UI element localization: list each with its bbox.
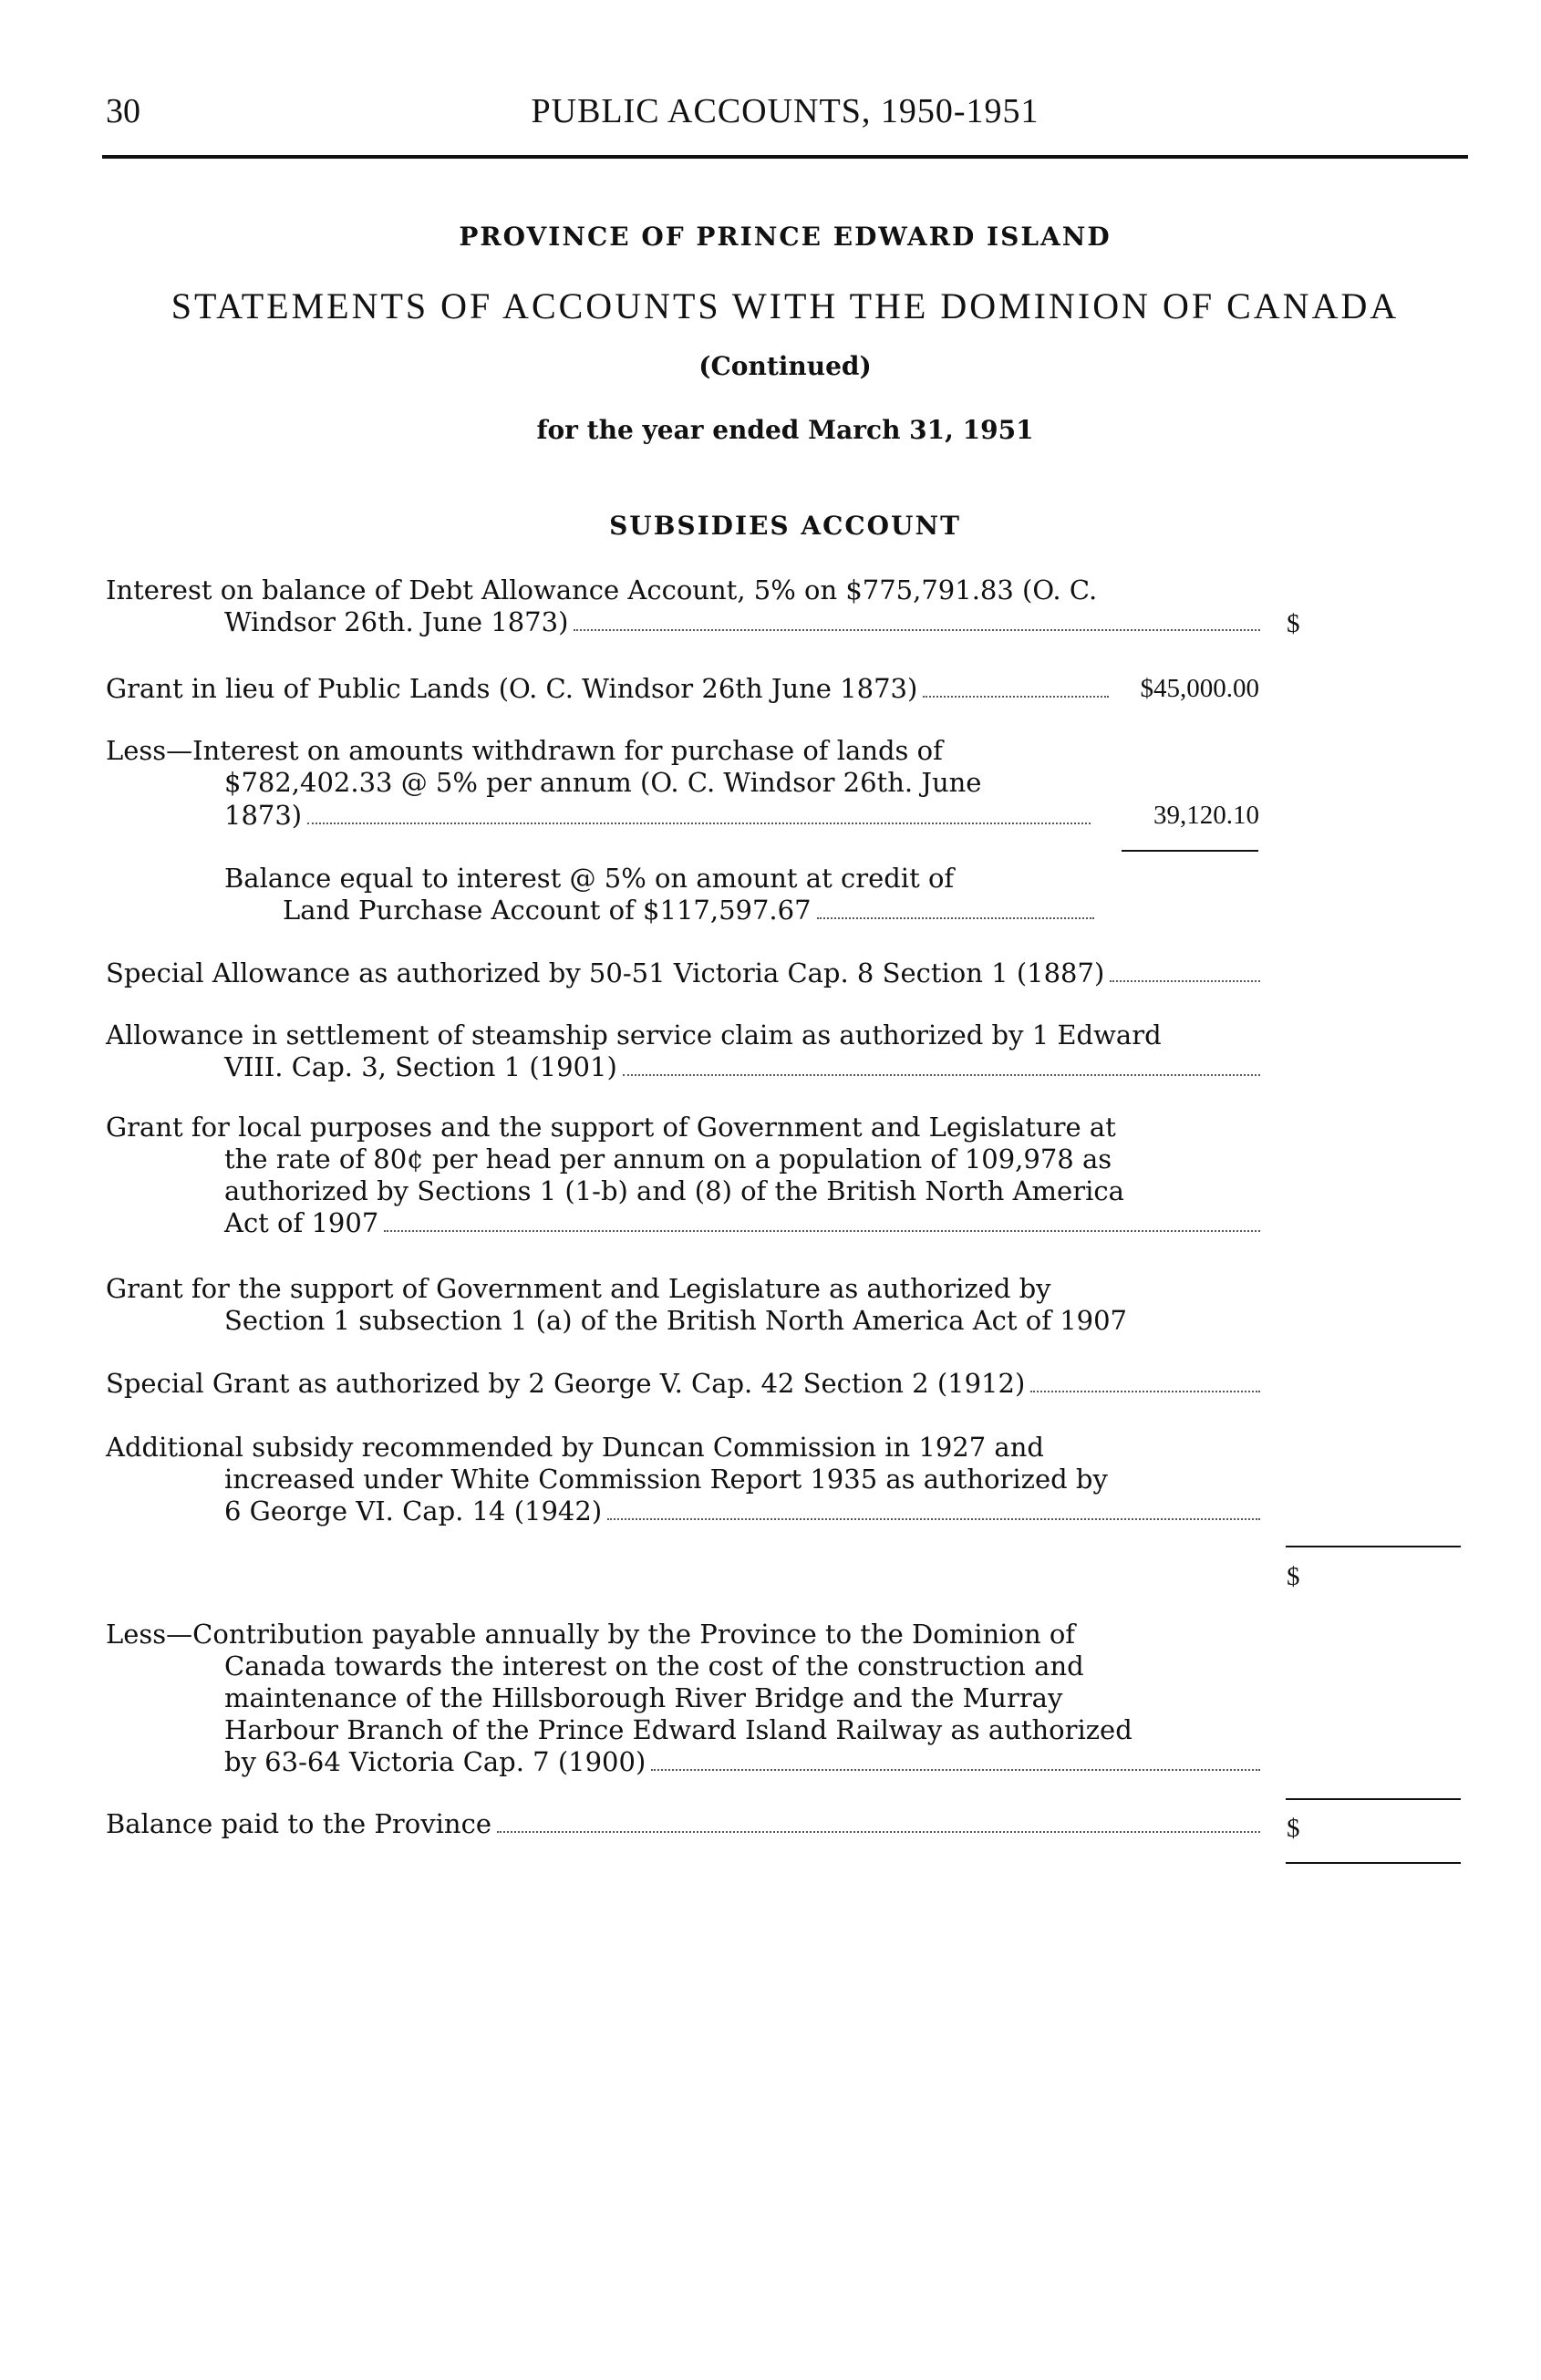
- dollar-sign: $: [1287, 609, 1300, 638]
- subtotal-rule: [1286, 1798, 1461, 1800]
- entry-text-line: the rate of 80¢ per head per annum on a population of 109,978 as: [224, 1143, 1112, 1174]
- entry-text-line: Special Allowance as authorized by 50-51 Victoria Cap. 8 Section 1 (1887): [106, 957, 1260, 988]
- entry-text-line: maintenance of the Hillsborough River Bridge and the Murray: [224, 1682, 1063, 1713]
- entry-text-line: $782,402.33 @ 5% per annum (O. C. Windsor 26th. June: [224, 767, 982, 798]
- entry-text-line: Act of 1907: [224, 1207, 1260, 1238]
- entry-text-line: Allowance in settlement of steamship service claim as authorized by 1 Edward: [106, 1019, 1162, 1050]
- entry-text-line: increased under White Commission Report 1935 as authorized by: [224, 1464, 1108, 1495]
- entry-text-line: Canada towards the interest on the cost of the construction and: [224, 1650, 1084, 1682]
- subtotal-rule: [1122, 850, 1258, 852]
- entry-text-line: 1873): [224, 800, 1091, 831]
- entry-text-line: Land Purchase Account of $117,597.67: [283, 895, 1094, 926]
- entry-text-line: Harbour Branch of the Prince Edward Island Railway as authorized: [224, 1714, 1132, 1745]
- entry-text-line: VIII. Cap. 3, Section 1 (1901): [224, 1051, 1260, 1082]
- leader-dots: [384, 1230, 1260, 1232]
- section-title: SUBSIDIES ACCOUNT: [609, 511, 961, 541]
- entry-text-line: Balance equal to interest @ 5% on amount at credit of: [224, 863, 955, 894]
- entry-text-line: Less—Interest on amounts withdrawn for purchase of lands of: [106, 735, 943, 766]
- leader-dots: [607, 1518, 1260, 1520]
- leader-dots: [574, 629, 1260, 631]
- page-header: [106, 91, 1464, 139]
- leader-dots: [923, 696, 1109, 698]
- entry-text-line: Interest on balance of Debt Allowance Account, 5% on $775,791.83 (O. C.: [106, 574, 1098, 605]
- leader-dots: [1110, 980, 1260, 982]
- leader-dots: [307, 823, 1091, 824]
- entry-text-line: Grant for the support of Government and Legislature as authorized by: [106, 1273, 1051, 1304]
- continued-note: (Continued): [698, 351, 872, 381]
- entry-text-line: Grant in lieu of Public Lands (O. C. Windsor 26th June 1873): [106, 673, 1109, 704]
- total-rule: [1286, 1862, 1461, 1864]
- subtotal-rule: [1286, 1546, 1461, 1547]
- leader-dots: [651, 1769, 1260, 1771]
- entry-amount: $45,000.00: [1140, 674, 1259, 703]
- entry-text-line: by 63-64 Victoria Cap. 7 (1900): [224, 1746, 1260, 1777]
- leader-dots: [623, 1074, 1260, 1076]
- entry-text-line: Less—Contribution payable annually by the Province to the Dominion of: [106, 1619, 1076, 1650]
- entry-text-line: Windsor 26th. June 1873): [224, 606, 1260, 637]
- leader-dots: [497, 1831, 1260, 1833]
- leader-dots: [1030, 1391, 1260, 1392]
- entry-text-line: 6 George VI. Cap. 14 (1942): [224, 1495, 1260, 1526]
- period-line: for the year ended March 31, 1951: [536, 415, 1034, 445]
- header-rule: [102, 155, 1468, 159]
- entry-text-line: Balance paid to the Province: [106, 1808, 1260, 1839]
- dollar-sign: $: [1287, 1562, 1300, 1591]
- entry-text-line: Grant for local purposes and the support of Government and Legislature at: [106, 1112, 1116, 1143]
- entry-text-line: Special Grant as authorized by 2 George V. Cap. 42 Section 2 (1912): [106, 1368, 1260, 1399]
- entry-amount: 39,120.10: [1153, 801, 1259, 830]
- leader-dots: [817, 917, 1094, 919]
- entry-text-line: Additional subsidy recommended by Duncan Commission in 1927 and: [106, 1432, 1044, 1463]
- entry-text-line: Section 1 subsection 1 (a) of the British North America Act of 1907: [224, 1305, 1128, 1336]
- page-number: 30: [106, 92, 140, 130]
- dollar-sign: $: [1287, 1814, 1300, 1843]
- main-title: STATEMENTS OF ACCOUNTS WITH THE DOMINION OF CANADA: [171, 285, 1400, 326]
- entry-text-line: authorized by Sections 1 (1-b) and (8) of the British North America: [224, 1175, 1124, 1206]
- running-title: PUBLIC ACCOUNTS, 1950-1951: [531, 92, 1039, 130]
- province-heading: PROVINCE OF PRINCE EDWARD ISLAND: [459, 222, 1112, 252]
